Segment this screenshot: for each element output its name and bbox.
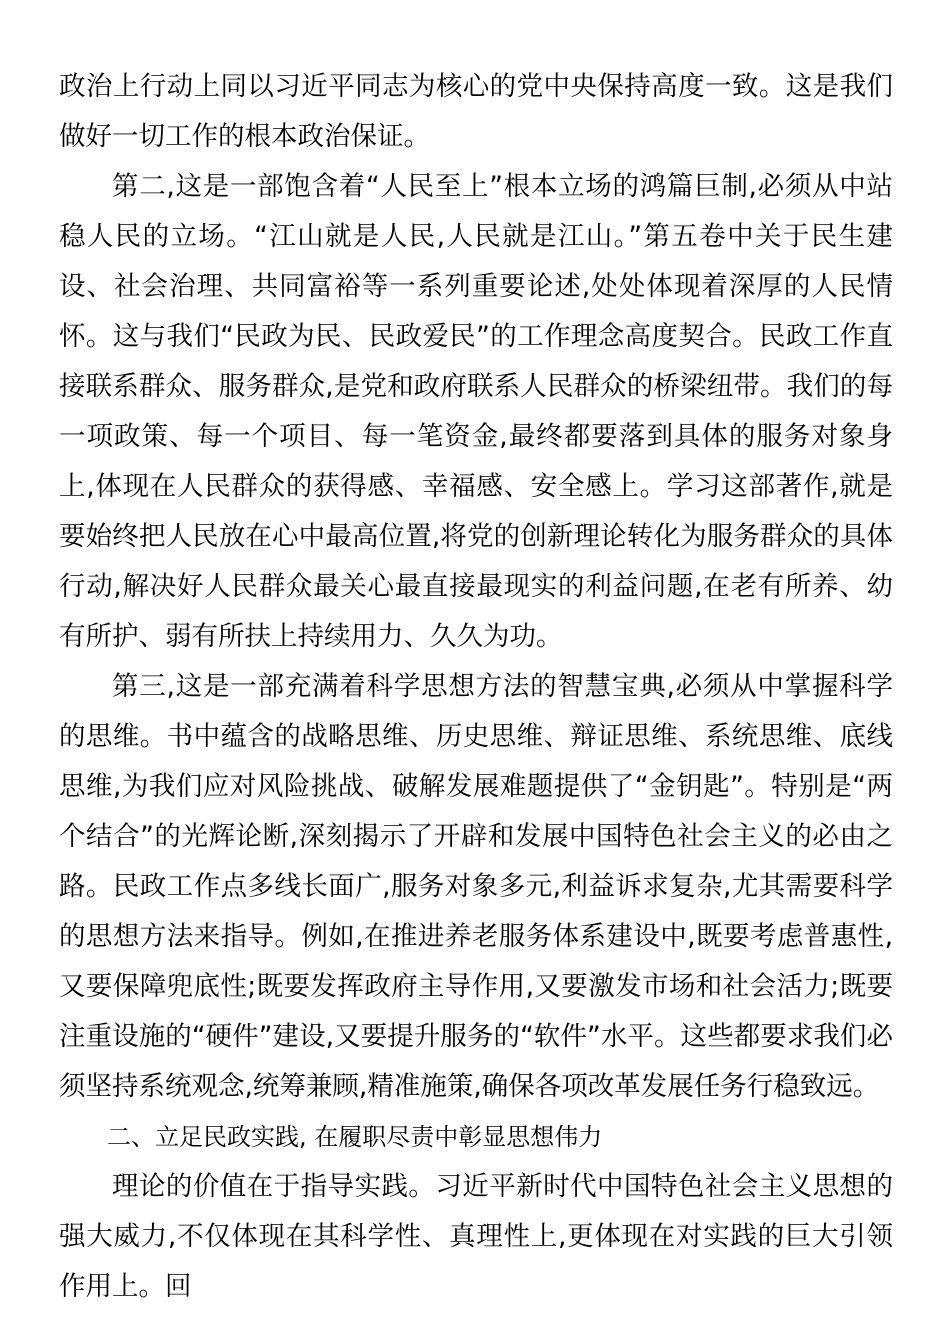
paragraph-practice: 理论的价值在于指导实践。习近平新时代中国特色社会主义思想的强大威力,不仅体现在其科学性、真理性上,更体现在对实践的巨大引领作用上。回 xyxy=(59,1171,893,1302)
paragraph-continuation: 政治上行动上同以习近平同志为核心的党中央保持高度一致。这是我们做好一切工作的根本政治保证。 xyxy=(59,71,893,152)
paragraph-second-point: 第二,这是一部饱含着“人民至上”根本立场的鸿篇巨制,必须从中站稳人民的立场。“江山就是人民,人民就是江山。”第五卷中关于民生建设、社会治理、共同富裕等一系列重要论述,处处体现着深厚的人民情怀。这与我们“民政为民、民政爱民”的工作理念高度契合。民政工作直接联系群众、服务群众,是党和政府联系人民群众的桥梁纽带。我们的每一项政策、每一个项目、每一笔资金,最终都要落到具体的服务对象身上,体现在人民群众的获得感、幸福感、安全感上。学习这部著作,就是要始终把人民放在心中最高位置,将党的创新理论转化为服务群众的具体行动,解决好人民群众最关心最直接最现实的利益问题,在老有所养、幼有所护、弱有所扶上持续用力、久久为功。 xyxy=(59,171,893,652)
document-page xyxy=(59,62,893,1312)
section-heading: 二、立足民政实践, 在履职尽责中彰显思想伟力 xyxy=(107,1123,603,1151)
paragraph-third-point: 第三,这是一部充满着科学思想方法的智慧宝典,必须从中掌握科学的思维。书中蕴含的战略思维、历史思维、辩证思维、系统思维、底线思维,为我们应对风险挑战、破解发展难题提供了“金钥匙”。特别是“两个结合”的光辉论断,深刻揭示了开辟和发展中国特色社会主义的必由之路。民政工作点多线长面广,服务对象多元,利益诉求复杂,尤其需要科学的思想方法来指导。例如,在推进养老服务体系建设中,既要考虑普惠性,又要保障兜底性;既要发挥政府主导作用,又要激发市场和社会活力;既要注重设施的“硬件”建设,又要提升服务的“软件”水平。这些都要求我们必须坚持系统观念,统筹兼顾,精准施策,确保各项改革发展任务行稳致远。 xyxy=(59,671,893,1102)
